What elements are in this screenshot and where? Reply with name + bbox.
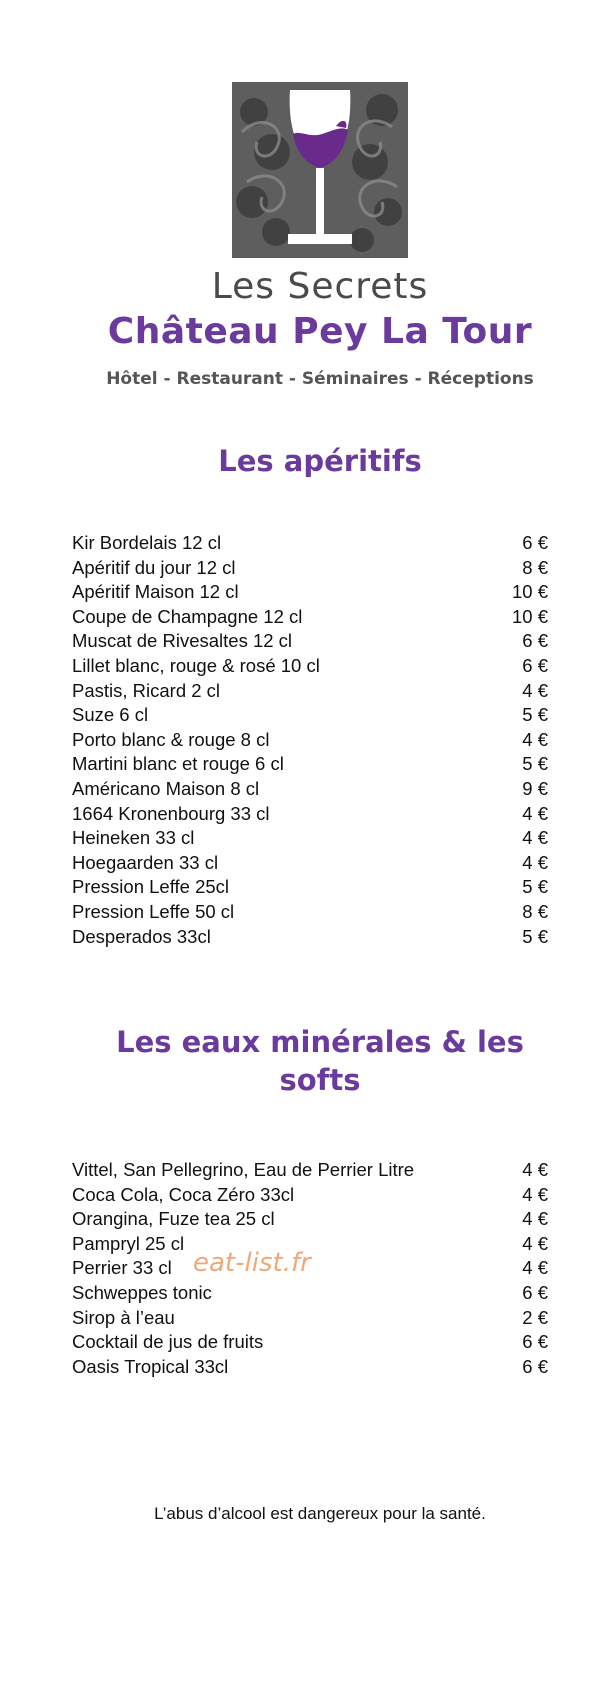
item-price: 6 € [522, 1331, 548, 1353]
item-name: Oasis Tropical 33cl [72, 1355, 229, 1377]
menu-item [72, 752, 548, 777]
brand-subtitle: Hôtel - Restaurant - Séminaires - Réceptions [106, 369, 534, 389]
item-name: Pression Leffe 50 cl [72, 900, 235, 922]
menu-item [72, 728, 548, 753]
item-name: Porto blanc & rouge 8 cl [72, 728, 270, 750]
menu-item [72, 531, 548, 556]
item-price: 6 € [522, 630, 548, 652]
menu-item [72, 777, 548, 802]
item-price: 4 € [522, 827, 548, 849]
section-title-eaux: Les eaux minérales & les softs [116, 1025, 524, 1097]
menu-item [72, 1207, 548, 1232]
item-price: 2 € [522, 1306, 548, 1328]
menu-item [72, 605, 548, 630]
item-name: Vittel, San Pellegrino, Eau de Perrier Litre [72, 1159, 415, 1180]
item-price: 10 € [511, 581, 548, 603]
item-name: Pampryl 25 cl [72, 1232, 185, 1254]
item-name: Suze 6 cl [72, 704, 149, 726]
menu-item [72, 851, 548, 876]
item-price: 4 € [522, 728, 548, 750]
item-name: Coca Cola, Coca Zéro 33cl [72, 1183, 295, 1205]
item-name: Cocktail de jus de fruits [72, 1331, 264, 1353]
menu-item [72, 900, 548, 925]
item-name: Coupe de Champagne 12 cl [72, 605, 303, 627]
item-price: 6 € [522, 532, 548, 553]
item-name: Pastis, Ricard 2 cl [72, 679, 221, 701]
item-price: 4 € [522, 1208, 548, 1230]
item-price: 4 € [522, 679, 548, 701]
item-name: Muscat de Rivesaltes 12 cl [72, 630, 293, 652]
menu-item [72, 679, 548, 704]
menu-item [72, 1158, 548, 1183]
menu-item [72, 802, 548, 827]
item-name: Martini blanc et rouge 6 cl [72, 753, 284, 775]
health-warning: L’abus d’alcool est dangereux pour la santé. [154, 1504, 486, 1523]
brand-name: Les Secrets [211, 266, 429, 307]
item-price: 5 € [522, 925, 548, 947]
menu-item [72, 826, 548, 851]
brand-chateau: Château Pey La Tour [107, 311, 533, 352]
item-price: 8 € [522, 900, 548, 922]
item-name: Sirop à l’eau [72, 1306, 175, 1328]
menu-item [72, 1281, 548, 1306]
watermark: eat-list.fr [193, 1248, 311, 1278]
item-name: Heineken 33 cl [72, 827, 195, 849]
menu-item [72, 556, 548, 581]
item-name: Lillet blanc, rouge & rosé 10 cl [72, 654, 320, 676]
item-price: 10 € [511, 605, 548, 627]
menu-item [72, 875, 548, 900]
item-price: 6 € [522, 1355, 548, 1377]
item-price: 9 € [522, 777, 548, 799]
item-name: Apéritif Maison 12 cl [72, 581, 239, 603]
menu-item [72, 1355, 548, 1380]
menu-item [72, 1330, 548, 1355]
item-price: 5 € [522, 704, 548, 726]
item-price: 4 € [522, 802, 548, 824]
menu-item [72, 703, 548, 728]
menu-item [72, 580, 548, 605]
section-title-aperitifs: Les apéritifs [218, 444, 422, 478]
item-price: 5 € [522, 753, 548, 775]
item-price: 4 € [522, 1159, 548, 1180]
menu-item [72, 654, 548, 679]
item-price: 6 € [522, 654, 548, 676]
item-price: 4 € [522, 1257, 548, 1279]
item-name: Apéritif du jour 12 cl [72, 556, 236, 578]
menu-item [72, 1306, 548, 1331]
item-name: Perrier 33 cl [72, 1257, 172, 1279]
item-name: Hoegaarden 33 cl [72, 851, 219, 873]
item-price: 4 € [522, 851, 548, 873]
aperitifs-list [72, 531, 548, 949]
item-price: 8 € [522, 556, 548, 578]
item-name: Schweppes tonic [72, 1281, 212, 1303]
menu-item [72, 629, 548, 654]
item-name: Orangina, Fuze tea 25 cl [72, 1208, 275, 1230]
item-price: 5 € [522, 876, 548, 898]
item-name: Américano Maison 8 cl [72, 777, 260, 799]
item-price: 6 € [522, 1281, 548, 1303]
wine-glass-logo-icon [232, 82, 408, 258]
item-name: 1664 Kronenbourg 33 cl [72, 802, 270, 824]
item-price: 4 € [522, 1232, 548, 1254]
item-name: Desperados 33cl [72, 925, 211, 947]
menu-item [72, 1183, 548, 1208]
menu-item [72, 925, 548, 950]
item-name: Pression Leffe 25cl [72, 876, 230, 898]
item-name: Kir Bordelais 12 cl [72, 532, 222, 553]
item-price: 4 € [522, 1183, 548, 1205]
